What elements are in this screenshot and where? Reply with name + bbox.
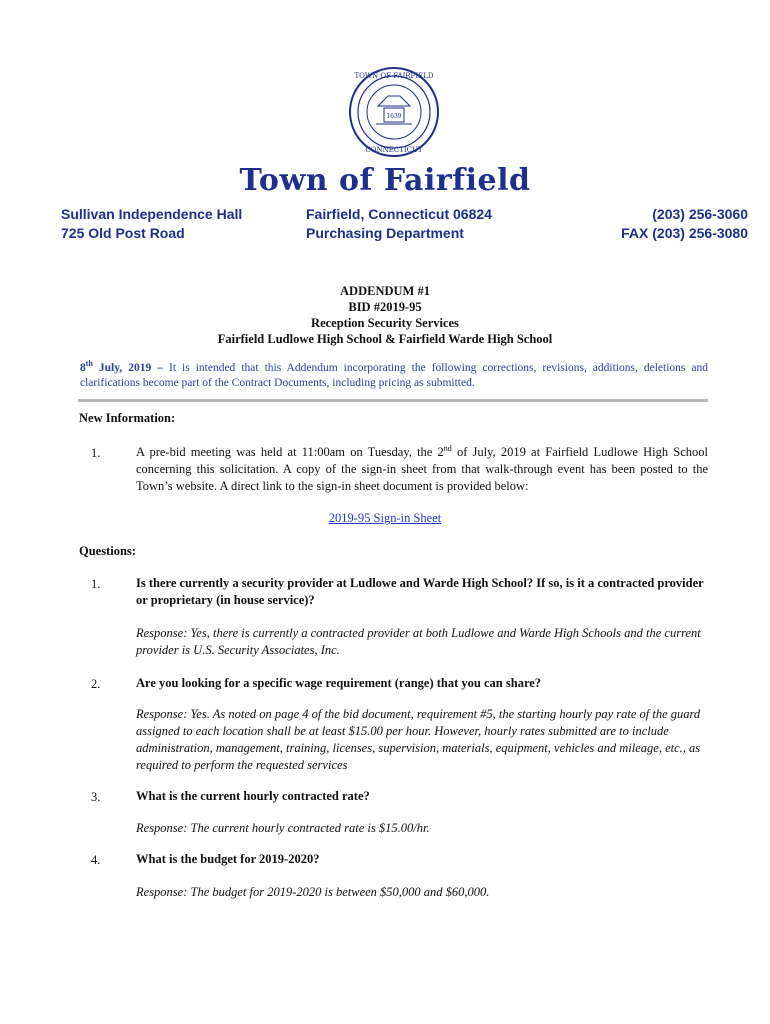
svg-text:CONNECTICUT: CONNECTICUT xyxy=(365,146,423,154)
new-info-text xyxy=(136,444,708,495)
response-text: Response: The budget for 2019-2020 is between $50,000 and $60,000. xyxy=(136,885,490,899)
intro-text: It is intended that this Addendum incorporating the following corrections, revisions, additions, deletions and clarifications become part of the Contract Documents, including pricing as submitted. xyxy=(80,362,708,389)
new-info-heading: New Information: xyxy=(79,411,176,425)
town-seal-logo xyxy=(348,66,440,158)
question-text: Is there currently a security provider at Ludlowe and Warde High School? If so, is it a contracted provider or proprietary (in house service)? xyxy=(136,576,704,607)
date-day: 8 xyxy=(80,362,86,374)
phone-number: (203) 256-3060 xyxy=(652,206,748,222)
question-text: What is the current hourly contracted rate? xyxy=(136,789,370,803)
new-info-sup: nd xyxy=(443,443,452,453)
title-line-1: ADDENDUM #1 xyxy=(340,284,430,298)
department-line: Purchasing Department xyxy=(306,225,464,241)
document-title xyxy=(0,283,770,347)
intro-date xyxy=(80,359,163,374)
question-number: 4. xyxy=(91,853,101,867)
address-line-2: 725 Old Post Road xyxy=(61,225,185,241)
sign-in-sheet-link[interactable]: 2019-95 Sign-in Sheet xyxy=(328,511,442,525)
phone-block xyxy=(621,205,748,243)
town-name: Town of Fairfield xyxy=(239,163,531,198)
question-text: Are you looking for a specific wage requirement (range) that you can share? xyxy=(136,676,542,690)
svg-text:TOWN OF FAIRFIELD: TOWN OF FAIRFIELD xyxy=(354,72,434,80)
questions-heading: Questions: xyxy=(79,544,136,558)
response-text: Response: Yes, there is currently a contracted provider at both Ludlowe and Warde High Schools and the current provider is U.S. Security Associates, Inc. xyxy=(136,626,701,657)
question-text: What is the budget for 2019-2020? xyxy=(136,852,320,866)
question-number: 2. xyxy=(91,677,101,691)
address-block xyxy=(61,205,242,243)
date-suffix: th xyxy=(85,359,93,369)
question-number: 3. xyxy=(91,790,101,804)
divider-rule xyxy=(78,399,708,402)
new-info-text-a: A pre-bid meeting was held at 11:00am on Tuesday, the 2 xyxy=(136,445,444,459)
svg-text:1639: 1639 xyxy=(386,113,402,120)
intro-paragraph xyxy=(80,361,708,391)
response-text: Response: Yes. As noted on page 4 of the bid document, requirement #5, the starting hourly pay rate of the guard assigned to each location shall be at least $15.00 per hour. However, hourly rates submitted are to include administration, management, training, licenses, supervision, materials, equipment, vehicles and mileage, etc., as required to perform the requested services xyxy=(136,707,701,772)
fax-number: FAX (203) 256-3080 xyxy=(621,225,748,241)
address-line-1: Sullivan Independence Hall xyxy=(61,206,243,222)
date-rest: July, 2019 – xyxy=(92,362,163,374)
title-line-2: BID #2019-95 xyxy=(348,300,422,314)
city-line: Fairfield, Connecticut 06824 xyxy=(306,206,492,222)
response-text: Response: The current hourly contracted rate is $15.00/hr. xyxy=(136,821,430,835)
question-number: 1. xyxy=(91,577,101,591)
new-info-number: 1. xyxy=(91,446,101,460)
title-line-3: Reception Security Services xyxy=(311,316,459,330)
department-block xyxy=(306,205,492,243)
new-info-text-b: of July, 2019 at Fairfield Ludlowe High School concerning this solicitation. A copy of the sign-in sheet from that walk-through event has been posted to the Town’s website. A direct link to the sign-in sheet document is provided below: xyxy=(136,445,708,493)
title-line-4: Fairfield Ludlowe High School & Fairfield Warde High School xyxy=(217,332,553,346)
